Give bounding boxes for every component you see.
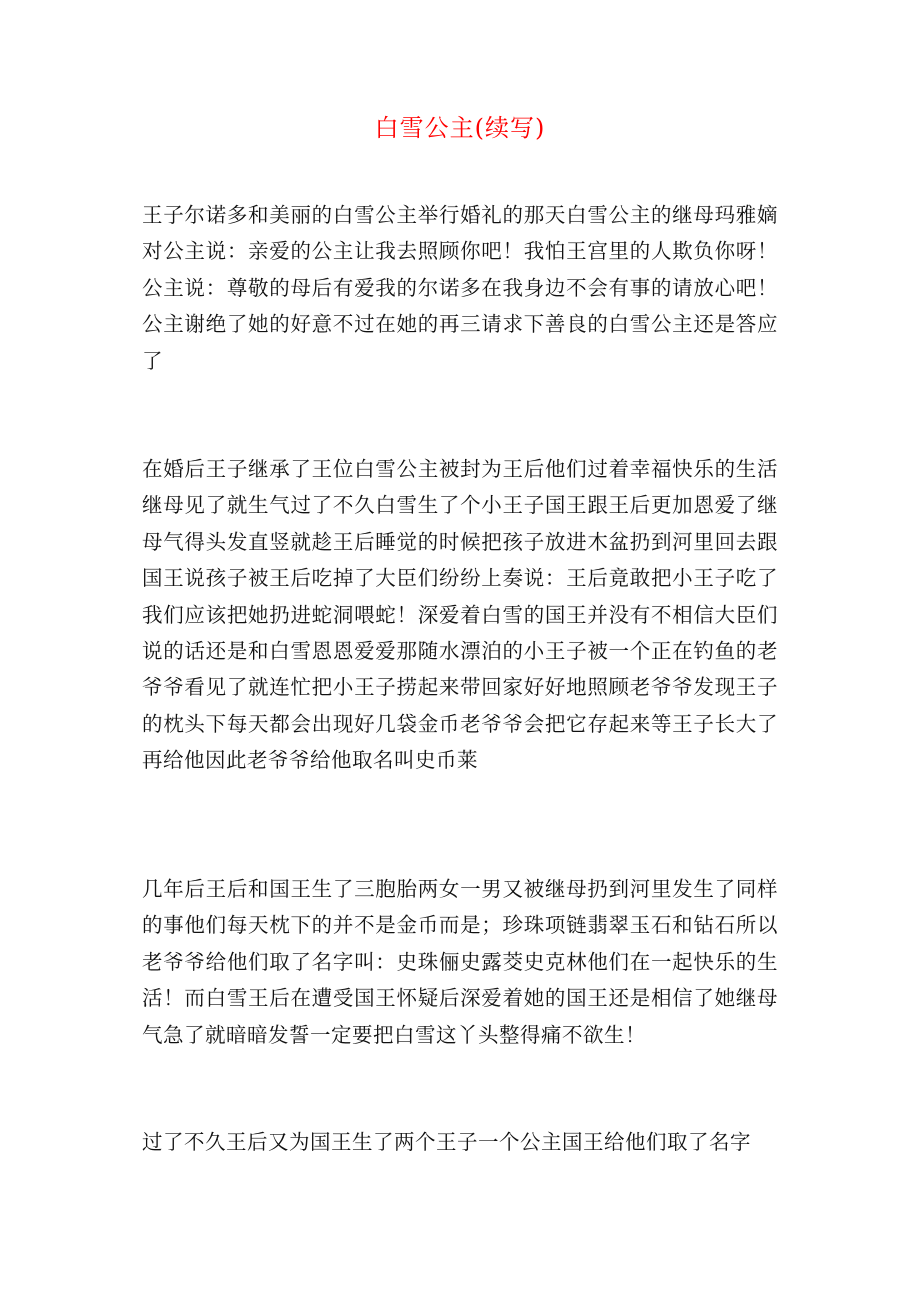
paragraph-1: 王子尔诺多和美丽的白雪公主举行婚礼的那天白雪公主的继母玛雅嫡对公主说：亲爱的公主让我去照顾你吧！我怕王宫里的人欺负你呀！公主说：尊敬的母后有爱我的尔诺多在我身边不会有事的请放心吧！公主谢绝了她的好意不过在她的再三请求下善良的白雪公主还是答应了 — [142, 203, 778, 373]
paragraph-3: 几年后王后和国王生了三胞胎两女一男又被继母扔到河里发生了同样的事他们每天枕下的并不是金币而是；珍珠项链翡翠玉石和钻石所以老爷爷给他们取了名字叫：史珠俪史露茭史克林他们在一起快乐的生活！而白雪王后在遭受国王怀疑后深爱着她的国王还是相信了她继母气急了就暗暗发誓一定要把白雪这丫头整得痛不欲生！ — [142, 877, 778, 1047]
paragraph-2: 在婚后王子继承了王位白雪公主被封为王后他们过着幸福快乐的生活继母见了就生气过了不久白雪生了个小王子国王跟王后更加恩爱了继母气得头发直竖就趁王后睡觉的时候把孩子放进木盆扔到河里回去跟国王说孩子被王后吃掉了大臣们纷纷上奏说：王后竟敢把小王子吃了我们应该把她扔进蛇洞喂蛇！深爱着白雪的国王并没有不相信大臣们说的话还是和白雪恩恩爱爱那随水漂泊的小王子被一个正在钓鱼的老爷爷看见了就连忙把小王子捞起来带回家好好地照顾老爷爷发现王子的枕头下每天都会出现好几袋金币老爷爷会把它存起来等王子长大了再给他因此老爷爷给他取名叫史币莱 — [142, 457, 778, 773]
paragraph-4: 过了不久王后又为国王生了两个王子一个公主国王给他们取了名字 — [142, 1130, 751, 1154]
document-title: 白雪公主(续写) — [374, 114, 546, 142]
